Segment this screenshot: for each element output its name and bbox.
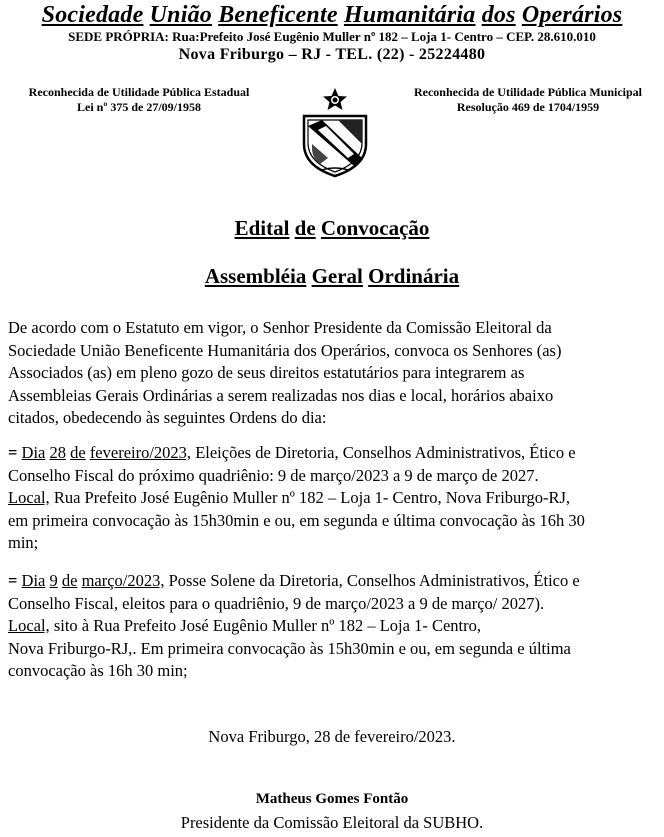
state-recognition-law: Lei nº 375 de 27/09/1958 — [77, 100, 201, 114]
address-line: SEDE PRÓPRIA: Rua:Prefeito José Eugênio Muller nº 182 – Loja 1- Centro – CEP. 28.610.010 — [68, 29, 596, 44]
assembleia-heading — [0, 264, 664, 289]
title-word: Humanitária — [343, 2, 476, 28]
local-label: Local, — [8, 488, 50, 507]
heading-word: de — [294, 216, 316, 240]
paragraph-line: Assembleias Gerais Ordinárias a serem realizadas nos dias e local, horários abaixo — [8, 385, 554, 405]
day-number: 28 — [49, 443, 66, 462]
state-recognition — [8, 85, 270, 115]
organization-title — [0, 2, 664, 29]
paragraph-line: Conselho Fiscal, eleitos para o quadriênio, 9 de março/2023 a 9 de março/ 2027). — [8, 593, 545, 613]
local-address: Rua Prefeito José Eugênio Muller nº 182 – Loja 1- Centro, Nova Friburgo-RJ, — [49, 488, 571, 507]
item-description: Eleições de Diretoria, Conselhos Administrativos, Ético e — [191, 443, 576, 462]
society-seal-icon — [298, 86, 372, 178]
municipal-recognition-line: Reconhecida de Utilidade Pública Municipal — [413, 85, 642, 99]
title-word: União — [149, 2, 212, 28]
agenda-item-election — [8, 442, 658, 555]
document-date: Nova Friburgo, 28 de fevereiro/2023. — [208, 727, 456, 746]
heading-word: Assembléia — [204, 264, 307, 288]
paragraph-line: Associados (as) em pleno gozo de seus direitos estatutários para integrarem as — [8, 363, 525, 382]
paragraph-line: min; — [8, 533, 39, 552]
item-marker: = — [8, 443, 18, 462]
month-year: fevereiro/2023, — [89, 443, 192, 462]
day-number: 9 — [49, 571, 58, 590]
item-description: Posse Solene da Diretoria, Conselhos Administrativos, Ético e — [164, 571, 580, 590]
paragraph-line: Nova Friburgo-RJ,. Em primeira convocação às 15h30min e ou, em segunda e última — [8, 638, 571, 658]
title-word: Sociedade — [41, 2, 144, 28]
heading-word: Geral — [311, 264, 363, 288]
paragraph-line — [8, 615, 658, 638]
city-phone-line: Nova Friburgo – RJ - TEL. (22) - 25224480 — [178, 46, 486, 63]
paragraph-line: Sociedade União Beneficente Humanitária dos Operários, convoca os Senhores (as) — [8, 340, 562, 360]
signer-name: Matheus Gomes Fontão — [255, 791, 409, 807]
title-word: Beneficente — [218, 2, 338, 28]
paragraph-line — [8, 442, 658, 465]
paragraph-line: convocação às 16h 30 min; — [8, 661, 188, 680]
day-connector: de — [70, 443, 86, 462]
heading-word: Convocação — [320, 216, 430, 240]
local-address: sito à Rua Prefeito José Eugênio Muller nº 182 – Loja 1- Centro, — [49, 616, 481, 635]
heading-word: Edital — [234, 216, 290, 240]
municipal-recognition — [396, 85, 660, 115]
day-label: Dia — [21, 443, 46, 462]
local-label: Local, — [8, 616, 50, 635]
paragraph-line: Conselho Fiscal do próximo quadriênio: 9 de março/2023 a 9 de março de 2027. — [8, 465, 539, 485]
municipal-recognition-resolution: Resolução 469 de 1704/1959 — [456, 100, 600, 114]
title-word: Operários — [521, 2, 623, 28]
heading-word: Ordinária — [368, 264, 460, 288]
month-year: março/2023, — [81, 571, 165, 590]
intro-paragraph — [8, 317, 658, 430]
agenda-item-inauguration — [8, 570, 658, 683]
state-recognition-line: Reconhecida de Utilidade Pública Estadual — [28, 85, 250, 99]
item-marker: = — [8, 571, 18, 590]
day-label: Dia — [21, 571, 46, 590]
paragraph-line: em primeira convocação às 15h30min e ou, em segunda e última convocação às 16h 30 — [8, 510, 585, 530]
paragraph-line — [8, 570, 658, 593]
edital-heading — [0, 216, 664, 241]
paragraph-line — [8, 487, 658, 510]
paragraph-line: De acordo com o Estatuto em vigor, o Senhor Presidente da Comissão Eleitoral da — [8, 318, 552, 337]
signer-role: Presidente da Comissão Eleitoral da SUBHO. — [180, 813, 484, 832]
paragraph-line: citados, obedecendo às seguintes Ordens do dia: — [8, 408, 327, 427]
title-word: dos — [481, 2, 516, 28]
day-connector: de — [61, 571, 78, 590]
